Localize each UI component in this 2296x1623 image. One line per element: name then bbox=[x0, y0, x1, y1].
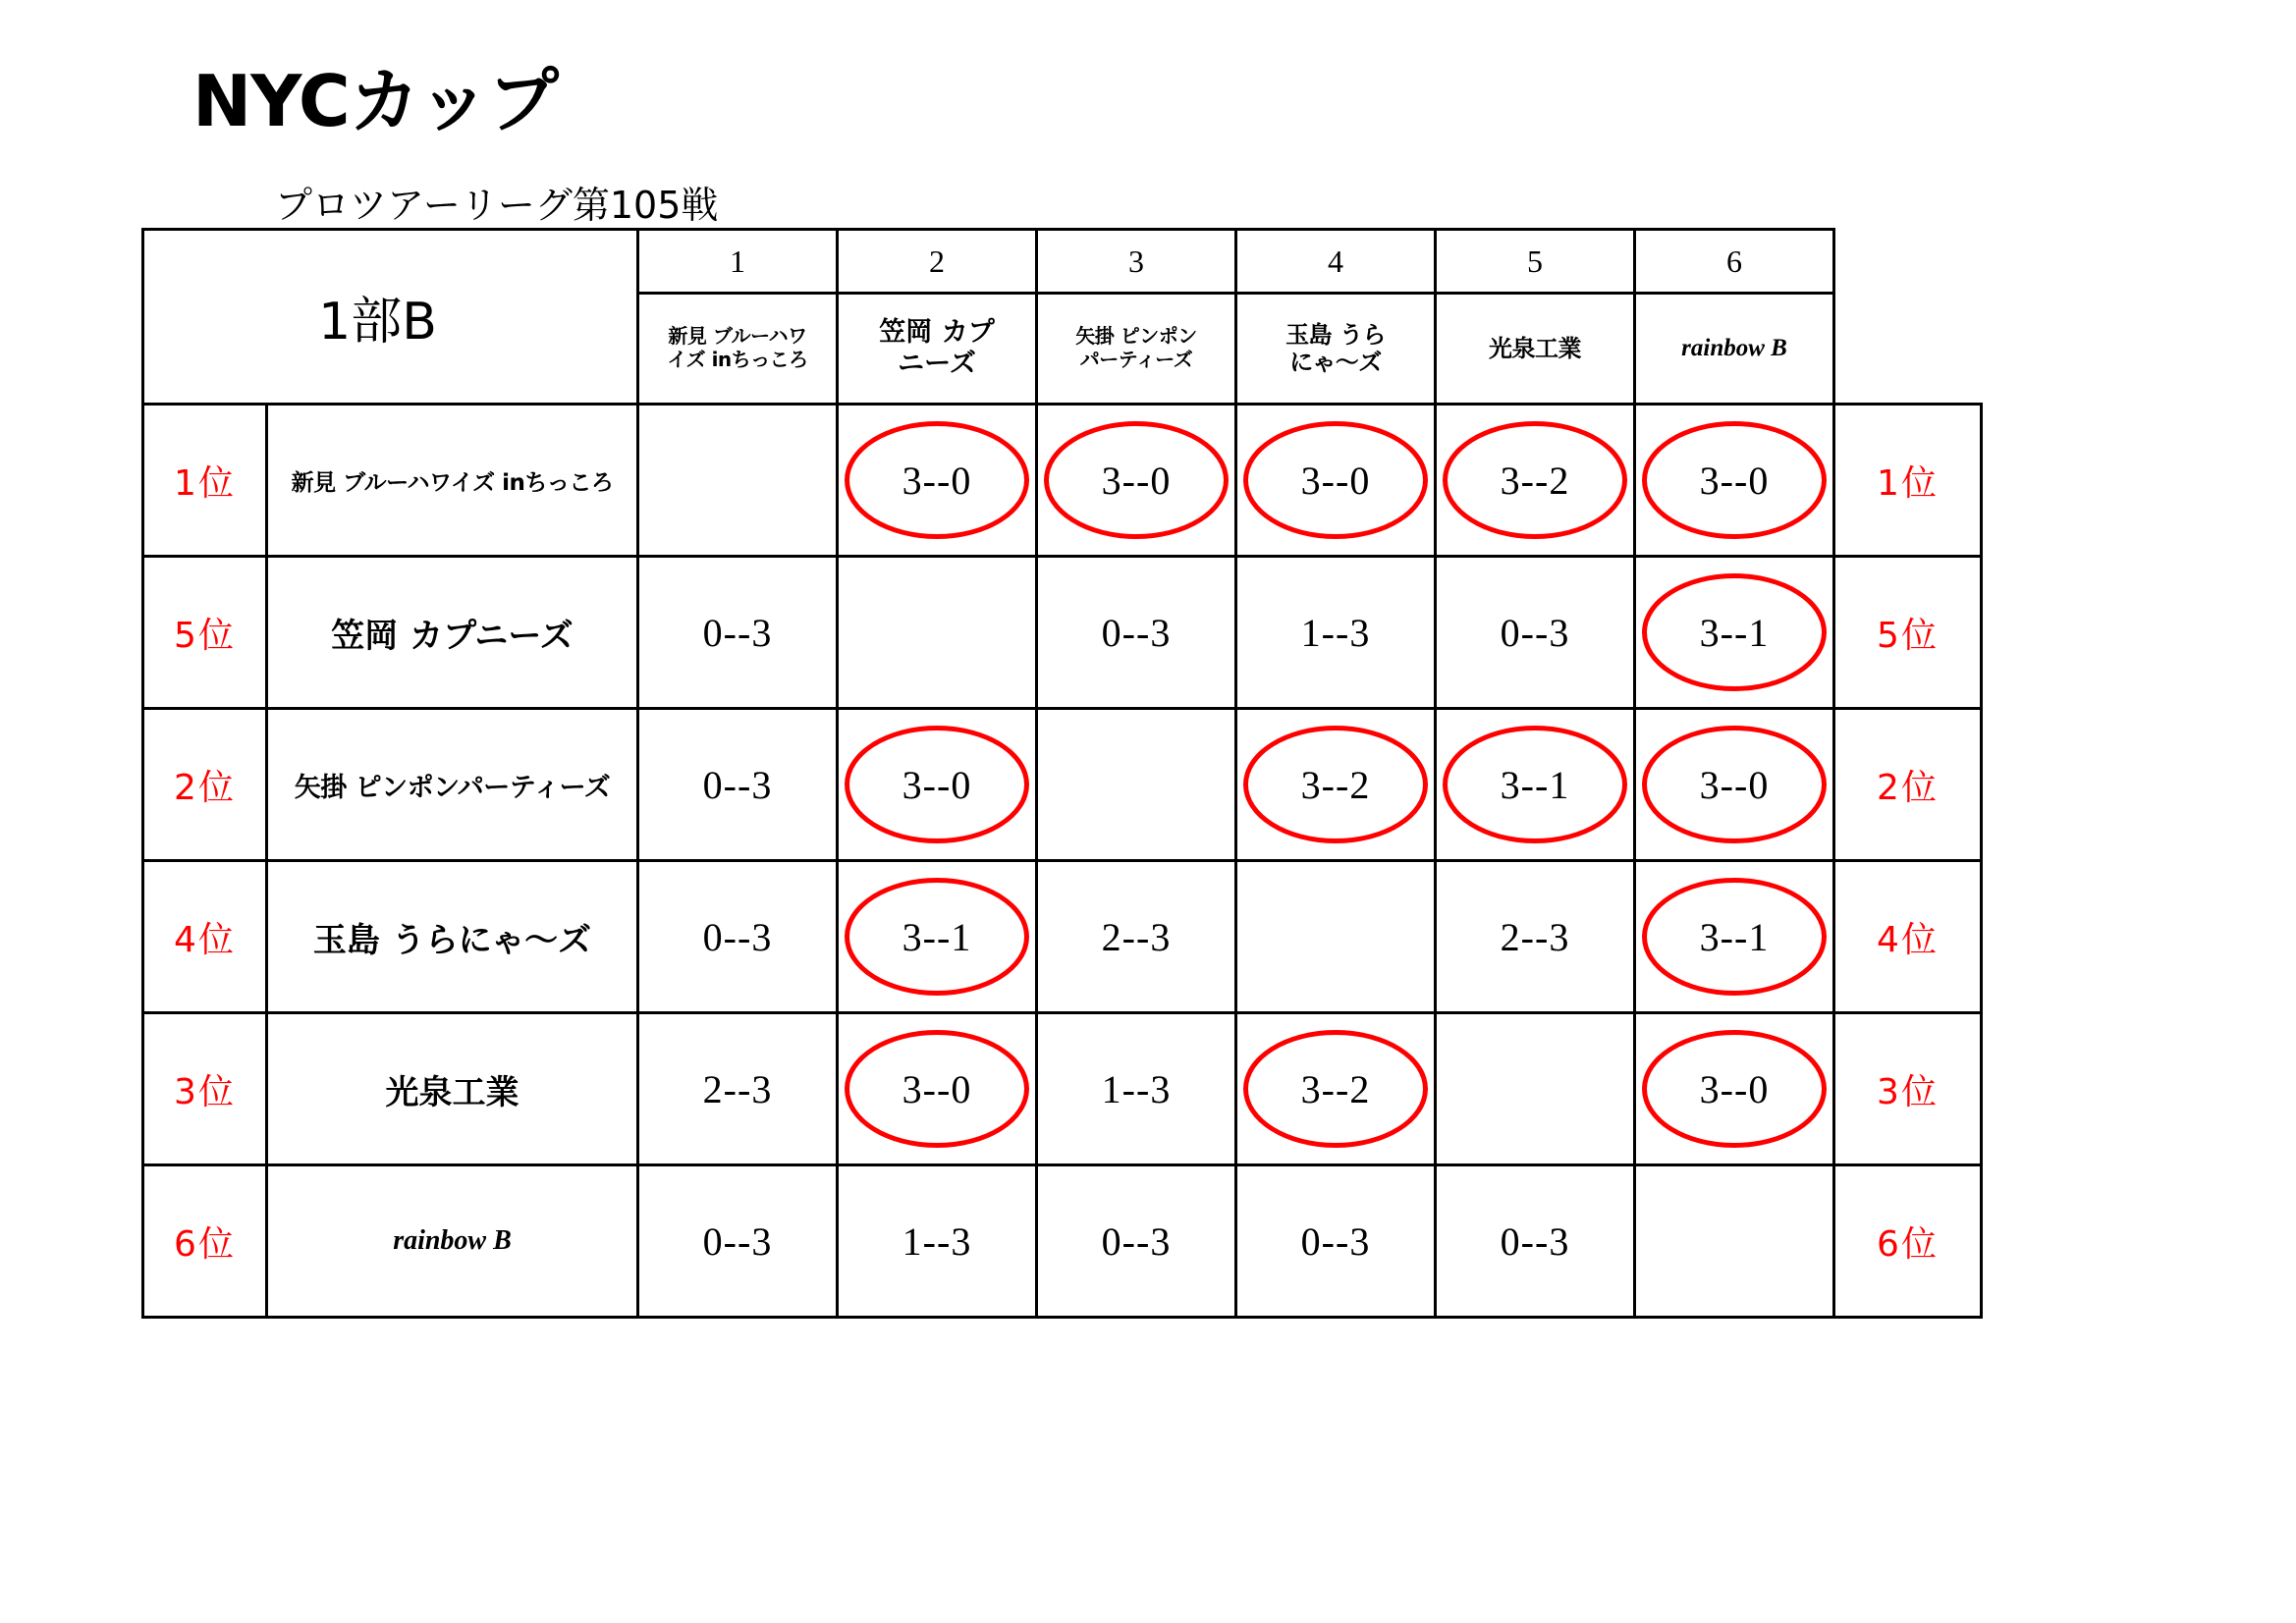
score-cell-r2c2 bbox=[838, 557, 1037, 709]
score-cell-r1c6 bbox=[1635, 405, 1834, 557]
score-cell-r1c4 bbox=[1236, 405, 1436, 557]
row-rank-right: 4位 bbox=[1834, 861, 1982, 1013]
score-text: 2--3 bbox=[1101, 914, 1172, 959]
score-cell-r4c1 bbox=[638, 861, 838, 1013]
column-team-2-line2: ニーズ bbox=[898, 349, 976, 379]
score-cell-r5c2 bbox=[838, 1013, 1037, 1165]
score-text: 3--1 bbox=[902, 914, 972, 959]
row-team-name: 笠岡 カプニーズ bbox=[267, 557, 638, 709]
score-text: 2--3 bbox=[1500, 914, 1570, 959]
league-results-table bbox=[141, 228, 1983, 1319]
score-cell-r6c1 bbox=[638, 1165, 838, 1318]
row-rank-right: 5位 bbox=[1834, 557, 1982, 709]
score-cell-r4c3 bbox=[1037, 861, 1236, 1013]
score-cell-r6c2 bbox=[838, 1165, 1037, 1318]
score-text: 3--0 bbox=[902, 1066, 972, 1111]
spacer-cell-top-2 bbox=[1834, 294, 1982, 405]
score-cell-r2c5 bbox=[1436, 557, 1635, 709]
score-text: 0--3 bbox=[702, 1218, 773, 1264]
score-cell-r6c4 bbox=[1236, 1165, 1436, 1318]
row-rank-left: 4位 bbox=[143, 861, 267, 1013]
score-cell-r1c3 bbox=[1037, 405, 1236, 557]
row-team-name: 新見 ブルーハワイズ inちっころ bbox=[267, 405, 638, 557]
column-team-5 bbox=[1436, 294, 1635, 405]
column-team-2 bbox=[838, 294, 1037, 405]
row-team-name: rainbow B bbox=[267, 1165, 638, 1318]
score-text: 3--2 bbox=[1300, 762, 1371, 807]
column-number-6: 6 bbox=[1635, 230, 1834, 294]
score-text: 2--3 bbox=[702, 1066, 773, 1111]
score-cell-r3c4 bbox=[1236, 709, 1436, 861]
column-team-2-line1: 笠岡 カプ bbox=[879, 317, 995, 349]
column-team-4-line2: にゃ～ズ bbox=[1289, 349, 1382, 376]
page-subtitle: プロツアーリーグ第105戦 bbox=[275, 184, 719, 227]
column-team-1 bbox=[638, 294, 838, 405]
score-cell-r5c5 bbox=[1436, 1013, 1635, 1165]
score-text: 0--3 bbox=[1500, 1218, 1570, 1264]
score-cell-r3c1 bbox=[638, 709, 838, 861]
row-rank-right: 6位 bbox=[1834, 1165, 1982, 1318]
score-cell-r2c6 bbox=[1635, 557, 1834, 709]
column-team-6-line1: rainbow B bbox=[1681, 335, 1787, 362]
score-cell-r5c6 bbox=[1635, 1013, 1834, 1165]
row-rank-right: 2位 bbox=[1834, 709, 1982, 861]
row-rank-right: 1位 bbox=[1834, 405, 1982, 557]
row-rank-right: 3位 bbox=[1834, 1013, 1982, 1165]
score-cell-r4c2 bbox=[838, 861, 1037, 1013]
row-rank-left: 2位 bbox=[143, 709, 267, 861]
column-number-4: 4 bbox=[1236, 230, 1436, 294]
score-cell-r1c2 bbox=[838, 405, 1037, 557]
column-team-3 bbox=[1037, 294, 1236, 405]
table-row bbox=[143, 405, 1982, 557]
division-cell bbox=[143, 230, 638, 405]
score-text: 0--3 bbox=[1300, 1218, 1371, 1264]
score-cell-r1c5 bbox=[1436, 405, 1635, 557]
score-cell-r4c6 bbox=[1635, 861, 1834, 1013]
table-row bbox=[143, 1013, 1982, 1165]
table-row bbox=[143, 557, 1982, 709]
score-cell-r5c4 bbox=[1236, 1013, 1436, 1165]
table-row bbox=[143, 1165, 1982, 1318]
score-cell-r2c4 bbox=[1236, 557, 1436, 709]
score-text: 1--3 bbox=[1101, 1066, 1172, 1111]
score-text: 3--0 bbox=[1300, 458, 1371, 503]
row-team-name: 光泉工業 bbox=[267, 1013, 638, 1165]
column-team-6 bbox=[1635, 294, 1834, 405]
score-text: 0--3 bbox=[1101, 1218, 1172, 1264]
score-text: 3--0 bbox=[1699, 458, 1770, 503]
score-cell-r2c3 bbox=[1037, 557, 1236, 709]
score-text: 3--0 bbox=[902, 458, 972, 503]
column-team-1-line2: イズ inちっころ bbox=[667, 348, 808, 371]
column-team-1-line1: 新見 ブルーハワ bbox=[668, 324, 807, 349]
score-text: 0--3 bbox=[1101, 610, 1172, 655]
column-team-5-line1: 光泉工業 bbox=[1489, 334, 1581, 362]
score-cell-r3c5 bbox=[1436, 709, 1635, 861]
column-team-3-line2: パーティーズ bbox=[1079, 348, 1193, 371]
column-team-4-line1: 玉島 うら bbox=[1285, 320, 1386, 349]
score-cell-r2c1 bbox=[638, 557, 838, 709]
row-team-name: 玉島 うらにゃ～ズ bbox=[267, 861, 638, 1013]
spacer-cell-top bbox=[1834, 230, 1982, 294]
table-header-numbers bbox=[143, 230, 1982, 294]
column-team-4 bbox=[1236, 294, 1436, 405]
score-cell-r6c3 bbox=[1037, 1165, 1236, 1318]
score-text: 0--3 bbox=[1500, 610, 1570, 655]
column-team-3-line1: 矢掛 ピンポン bbox=[1075, 324, 1197, 349]
page-title: NYCカップ bbox=[192, 60, 558, 142]
score-cell-r1c1 bbox=[638, 405, 838, 557]
score-text: 3--1 bbox=[1699, 914, 1770, 959]
score-cell-r4c5 bbox=[1436, 861, 1635, 1013]
score-cell-r3c2 bbox=[838, 709, 1037, 861]
row-team-name: 矢掛 ピンポンパーティーズ bbox=[267, 709, 638, 861]
table-row bbox=[143, 709, 1982, 861]
row-rank-left: 5位 bbox=[143, 557, 267, 709]
division-label: 1部B bbox=[318, 293, 437, 352]
score-cell-r5c1 bbox=[638, 1013, 838, 1165]
score-cell-r3c3 bbox=[1037, 709, 1236, 861]
score-text: 3--1 bbox=[1500, 762, 1570, 807]
score-text: 0--3 bbox=[702, 762, 773, 807]
score-text: 3--1 bbox=[1699, 610, 1770, 655]
score-text: 3--0 bbox=[1101, 458, 1172, 503]
table-row bbox=[143, 861, 1982, 1013]
score-cell-r5c3 bbox=[1037, 1013, 1236, 1165]
column-number-2: 2 bbox=[838, 230, 1037, 294]
score-text: 3--0 bbox=[902, 762, 972, 807]
score-text: 0--3 bbox=[702, 914, 773, 959]
score-cell-r6c6 bbox=[1635, 1165, 1834, 1318]
column-number-3: 3 bbox=[1037, 230, 1236, 294]
score-cell-r6c5 bbox=[1436, 1165, 1635, 1318]
score-cell-r4c4 bbox=[1236, 861, 1436, 1013]
score-text: 3--0 bbox=[1699, 762, 1770, 807]
score-text: 3--2 bbox=[1500, 458, 1570, 503]
row-rank-left: 1位 bbox=[143, 405, 267, 557]
score-cell-r3c6 bbox=[1635, 709, 1834, 861]
row-rank-left: 3位 bbox=[143, 1013, 267, 1165]
row-rank-left: 6位 bbox=[143, 1165, 267, 1318]
column-number-5: 5 bbox=[1436, 230, 1635, 294]
score-text: 3--0 bbox=[1699, 1066, 1770, 1111]
score-text: 1--3 bbox=[1300, 610, 1371, 655]
score-text: 3--2 bbox=[1300, 1066, 1371, 1111]
column-number-1: 1 bbox=[638, 230, 838, 294]
score-text: 0--3 bbox=[702, 610, 773, 655]
score-text: 1--3 bbox=[902, 1218, 972, 1264]
